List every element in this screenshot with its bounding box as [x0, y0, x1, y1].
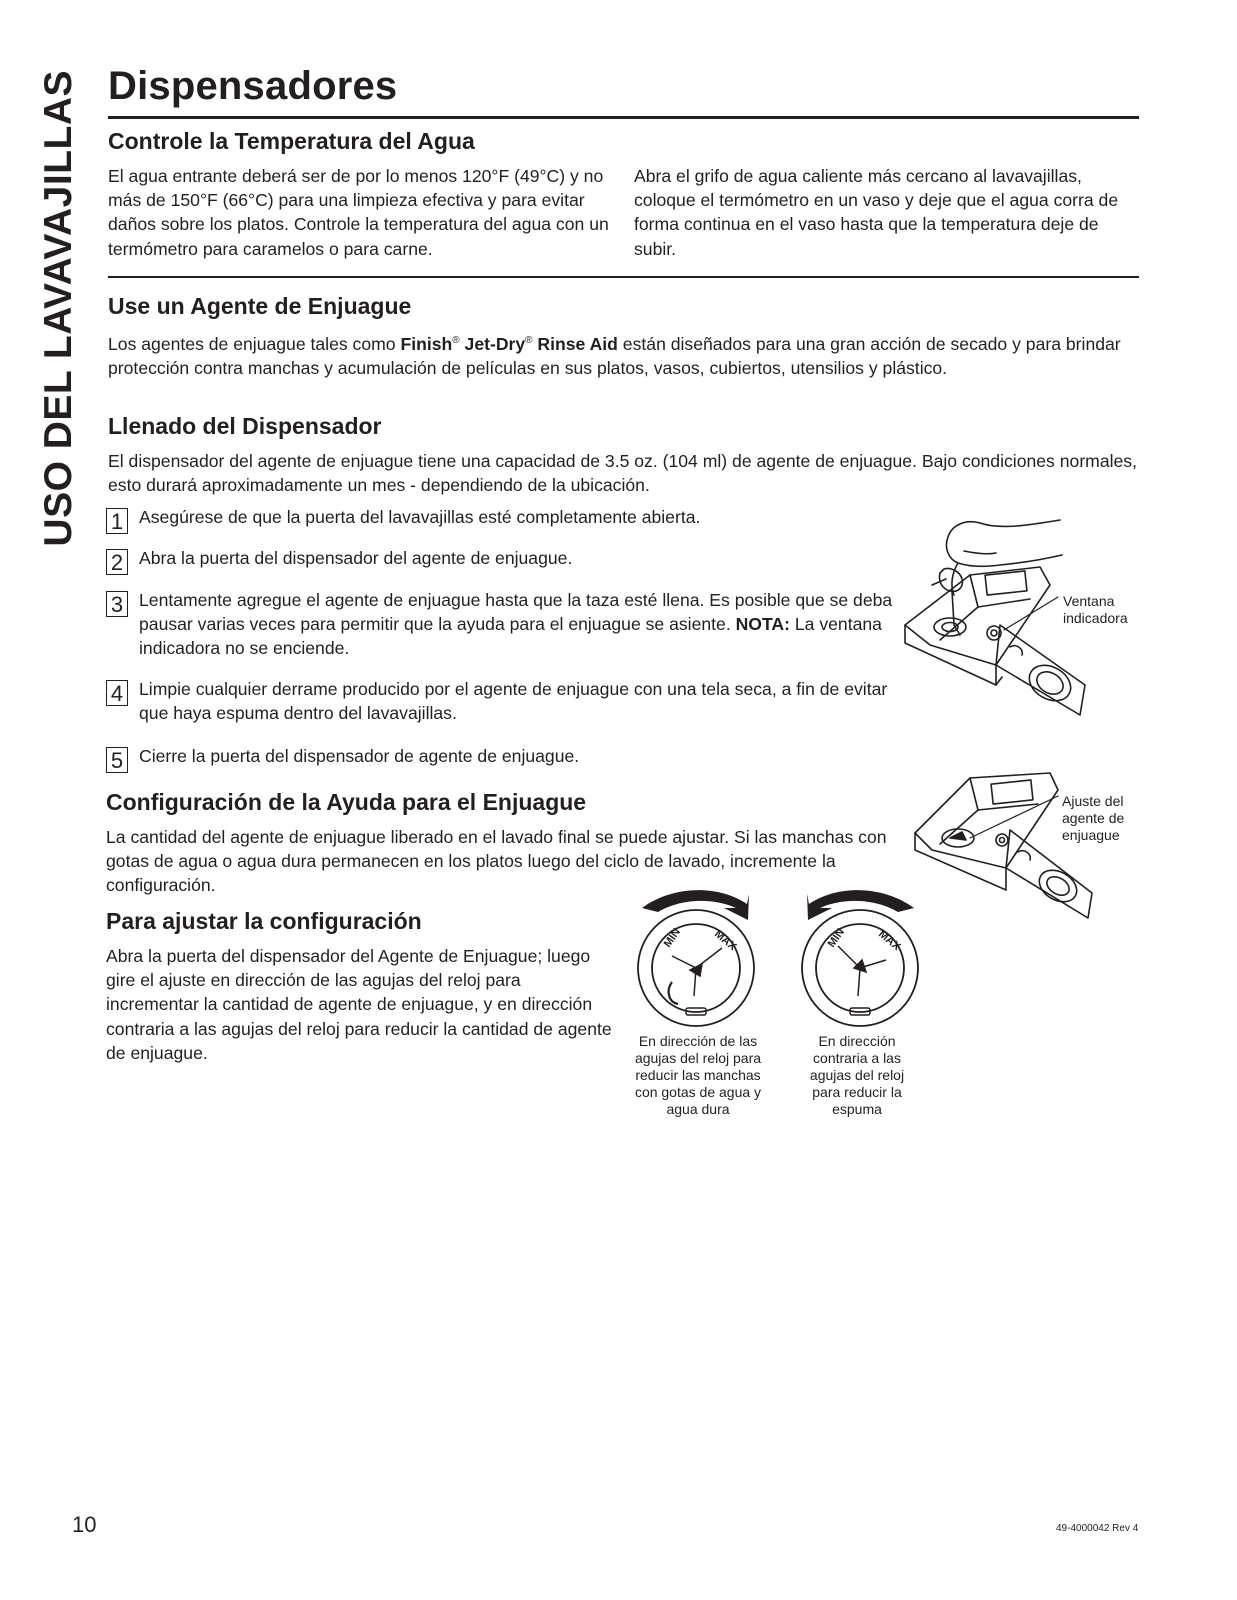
step-number: 3 [106, 591, 128, 617]
doc-code: 49-4000042 Rev 4 [1056, 1523, 1139, 1534]
dial-counterclockwise [796, 878, 926, 1028]
fill-heading: Llenado del Dispensador [108, 413, 382, 439]
side-tab-label: USO DEL LAVAVAJILLAS [37, 70, 80, 547]
caption-counterclockwise: En dirección contraria a las agujas del reloj para reducir la espuma [809, 1033, 905, 1117]
brand-jetdry: Jet-Dry [459, 333, 526, 354]
step-text [139, 588, 899, 661]
fill-intro: El dispensador del agente de enjuague tiene una capacidad de 3.5 oz. (104 ml) de agente de enjuague. Bajo condiciones normales, esto durará aproximadamente un mes - dependiendo de la ubicación. [108, 451, 1137, 496]
reg-mark-1: ® [452, 335, 460, 346]
brand-rinse-aid: Rinse Aid [532, 333, 618, 354]
step-text: Asegúrese de que la puerta del lavavajillas esté completamente abierta. [139, 507, 701, 527]
adjust-text: Abra la puerta del dispensador del Agente de Enjuague; luego gire el ajuste en dirección de las agujas del reloj para incrementar la cantidad de agente de enjuague, y en dirección contraria a las agujas del reloj para reducir la cantidad de agente de enjuague. [106, 946, 612, 1063]
page-title: Dispensadores [108, 64, 398, 108]
temp-col1: El agua entrante deberá ser de por lo menos 120°F (49°C) y no más de 150°F (66°C) para una limpieza efectiva y para evitar daños sobre los platos. Controle la temperatura del agua con un termómetro para caramelos o para carne. [108, 166, 609, 259]
page-number: 10 [72, 1512, 97, 1537]
dial-1-min-label: MIN [661, 926, 684, 950]
callout-window: Ventana indicadora [1063, 593, 1128, 626]
step-text: Limpie cualquier derrame producido por el agente de enjuague con una tela seca, a fin de evitar que haya espuma dentro del lavavajillas. [139, 679, 888, 724]
step-text: Abra la puerta del dispensador del agente de enjuague. [139, 548, 573, 568]
arrow-clockwise-icon [642, 890, 749, 920]
dial-1-max-label: MAX [712, 928, 739, 954]
dial-2-min-label: MIN [825, 926, 848, 950]
reg-mark-2: ® [525, 335, 533, 346]
caption-clockwise: En dirección de las agujas del reloj para reducir las manchas con gotas de agua y agua dura [634, 1033, 762, 1117]
arrow-counterclockwise-icon [807, 890, 914, 920]
section-rule [108, 276, 1139, 278]
temp-col2: Abra el grifo de agua caliente más cercano al lavavajillas, coloque el termómetro en un vaso y deje que el agua corra de forma continua en el vaso hasta que la temperatura deje de subir. [634, 166, 1119, 259]
step-number: 1 [106, 508, 128, 534]
step-text: Cierre la puerta del dispensador de agente de enjuague. [139, 746, 580, 766]
callout-adjust: Ajuste del agente de enjuague [1062, 793, 1125, 843]
brand-finish: Finish [400, 333, 453, 354]
adjust-heading: Para ajustar la configuración [106, 908, 422, 934]
rinse-heading: Use un Agente de Enjuague [108, 293, 412, 319]
step-number: 5 [106, 747, 128, 773]
temp-heading: Controle la Temperatura del Agua [108, 128, 475, 154]
step-3-note: NOTA: [735, 614, 790, 635]
rinse-text [108, 329, 1148, 380]
step-number: 2 [106, 549, 128, 575]
step-3-note-text: La ventana indicadora no se enciende. [139, 614, 882, 659]
rinse-text-end: están diseñados para una gran acción de secado y para brindar protección contra manchas y acumulación de películas en sus platos, vasos, cubiertos, utensilios y plástico. [108, 333, 1121, 379]
rinse-text-start: Los agentes de enjuague tales como [108, 333, 401, 354]
side-tab [36, 70, 82, 550]
config-heading: Configuración de la Ayuda para el Enjuague [106, 789, 587, 815]
step-number: 4 [106, 680, 128, 706]
dial-clockwise [632, 878, 762, 1028]
dial-2-max-label: MAX [876, 928, 903, 954]
title-rule [108, 116, 1139, 119]
config-text: La cantidad del agente de enjuague liberado en el lavado final se puede ajustar. Si las manchas con gotas de agua o agua dura permanecen en los platos luego del ciclo de lavado, incremente la configuración. [106, 827, 887, 896]
step-3-text: Lentamente agregue el agente de enjuague hasta que la taza esté llena. Es posible que se deba pausar varias veces para permitir que la ayuda para el enjuague se asiente. [139, 590, 893, 635]
